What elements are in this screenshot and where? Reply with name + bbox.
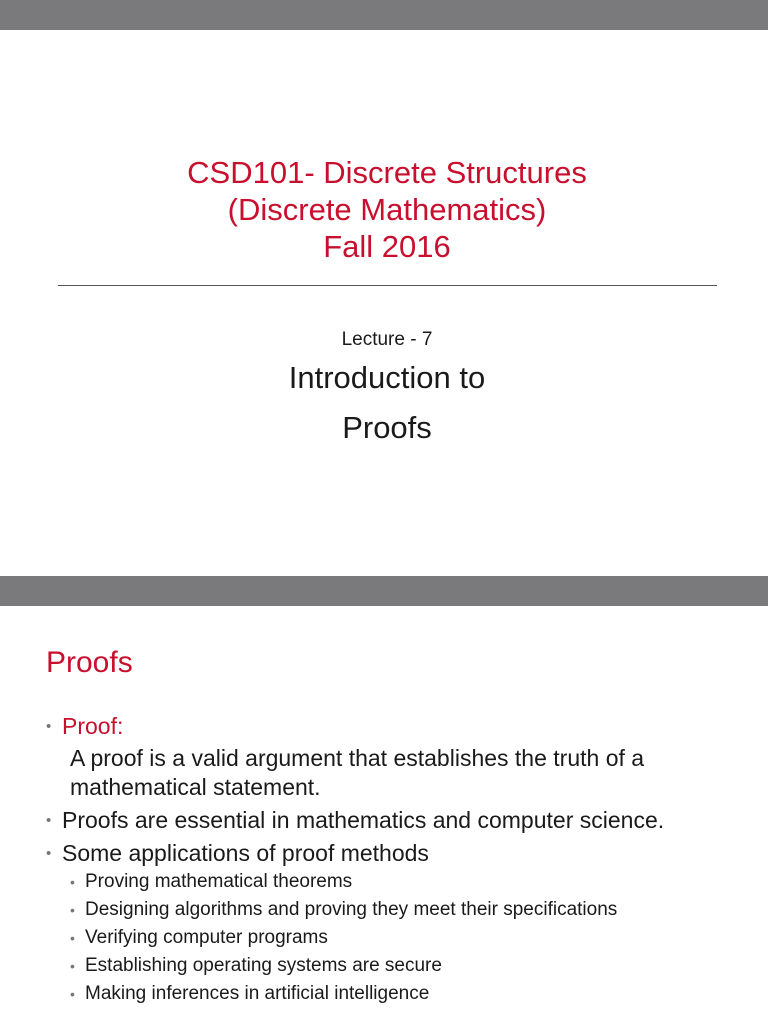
course-title-line-3: Fall 2016 [323,229,451,264]
slide-content [46,712,746,1008]
sub-bullet [46,980,746,1008]
bullet-essential-text: Proofs are essential in mathematics and computer science. [62,807,665,833]
bullet-applications-text: Some applications of proof methods [62,840,429,866]
course-title-line-2: (Discrete Mathematics) [227,192,547,227]
sub-bullet [46,952,746,980]
sub-bullet [46,896,746,924]
sub-bullet [46,924,746,952]
bullet-glyph: • [46,845,52,862]
sub-bullet-glyph: • [70,958,75,974]
course-title [0,154,768,265]
sub-bullet-glyph: • [70,930,75,946]
sub-bullet-text: Verifying computer programs [85,927,328,948]
sub-bullet-text: Making inferences in artificial intelligence [85,983,430,1004]
slide-separator-bar-middle [0,576,768,606]
lecture-title-line-1: Introduction to [288,360,486,395]
bullet-glyph: • [46,718,52,735]
course-title-line-1: CSD101- Discrete Structures [187,155,587,190]
lecture-title [0,353,768,453]
sub-bullet-text: Designing algorithms and proving they meet their specifications [85,899,618,920]
bullet-proof-label [46,712,746,741]
sub-bullet-glyph: • [70,874,75,890]
slide-separator-bar-top [0,0,768,30]
proof-definition: A proof is a valid argument that establishes the truth of a mathematical statement. [70,745,645,800]
sub-bullet-text: Proving mathematical theorems [85,871,353,892]
sub-bullet-glyph: • [70,902,75,918]
sub-bullet-text: Establishing operating systems are secure [85,955,442,976]
lecture-number: Lecture - 7 [341,329,433,350]
bullet-applications [46,839,746,868]
title-divider [58,285,717,286]
bullet-essential [46,806,746,835]
sub-bullet [46,868,746,896]
slide-heading: Proofs [46,646,133,679]
lecture-title-line-2: Proofs [342,410,432,445]
bullet-glyph: • [46,812,52,829]
sub-bullet-glyph: • [70,986,75,1002]
proof-label: Proof: [62,713,124,739]
